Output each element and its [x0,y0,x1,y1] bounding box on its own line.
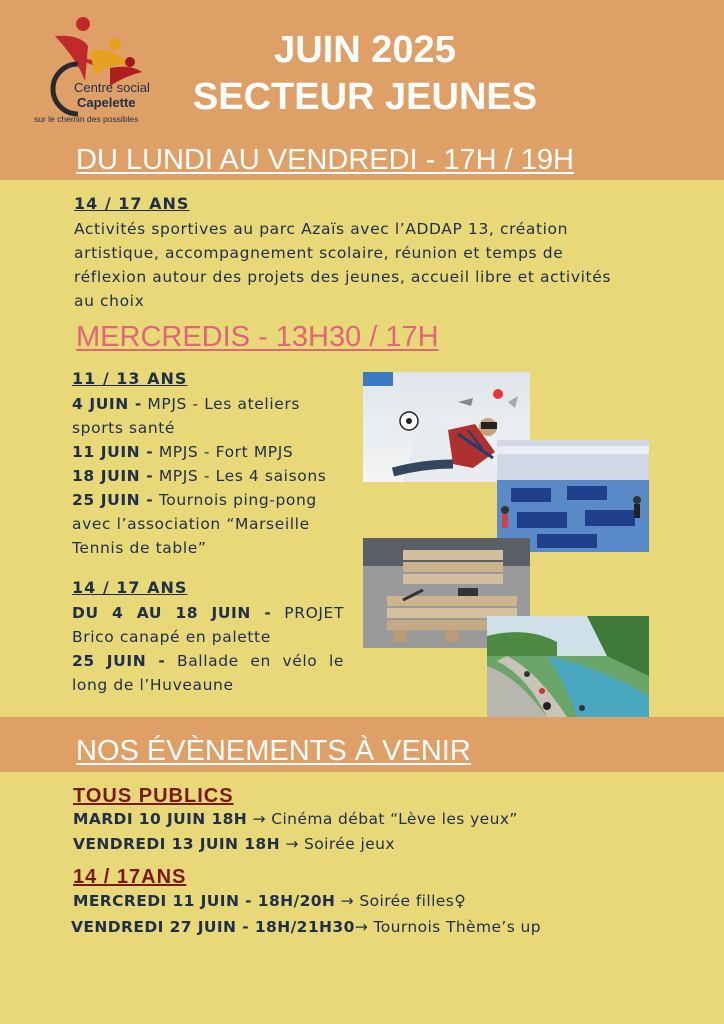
event-item: VENDREDI 13 JUIN 18H → Soirée jeux [73,835,395,853]
wednesday-group2-age: 14 / 17 ANS [72,578,188,597]
weekday-line: artistique, accompagnement scolaire, réunion et temps de [74,244,564,262]
arrow-icon: → [285,835,299,853]
wednesday-heading: MERCREDIS - 13H30 / 17H [76,321,439,353]
ping-pong-hall-photo [497,440,649,552]
event-item: MERCREDI 11 JUIN - 18H/20H → Soirée filles♀ [73,892,466,910]
event-item: MARDI 10 JUIN 18H → Cinéma débat “Lève les yeux” [73,810,518,828]
public-heading: TOUS PUBLICS [73,785,234,807]
weekday-line: au choix [74,292,145,310]
list-item: DU 4 AU 18 JUIN - PROJET [72,604,345,622]
weekday-line: Activités sportives au parc Azaïs avec l’ADDAP 13, création [74,220,569,238]
weekday-description [74,217,644,313]
list-item: 11 JUIN - MPJS - Fort MPJS [72,443,294,461]
list-item: 25 JUIN - Tournois ping-pong [72,491,317,509]
list-item: 4 JUIN - MPJS - Les ateliers [72,395,301,413]
list-item: sports santé [72,419,176,437]
events-heading: NOS ÉVÈNEMENTS À VENIR [76,735,471,767]
arrow-icon: → [252,810,266,828]
list-item: Brico canapé en palette [72,628,271,646]
weekday-age: 14 / 17 ANS [74,194,190,213]
page-title-line2: SECTEUR JEUNES [192,76,538,118]
bike-ride-photo [487,616,649,717]
wednesday-group1-list [72,392,357,560]
list-item: 18 JUIN - MPJS - Les 4 saisons [72,467,327,485]
logo-line2: Capelette [77,95,136,110]
list-item: long de l’Huveaune [72,676,234,694]
arrow-icon: → [354,918,369,936]
wednesday-group2-list [72,601,344,697]
teen-heading: 14 / 17ANS [73,866,187,888]
weekday-heading: DU LUNDI AU VENDREDI - 17H / 19H [76,144,574,176]
event-item: VENDREDI 27 JUIN - 18H/21H30→ Tournois Thème’s up [71,918,542,936]
list-item: Tennis de table” [72,539,207,557]
arrow-icon: → [340,892,355,910]
list-item: 25 JUIN - Ballade en vélo le [72,652,345,670]
page-title-line1: JUIN 2025 [274,29,456,71]
wednesday-group1-age: 11 / 13 ANS [72,369,188,388]
logo-line1: Centre social [74,80,150,95]
weekday-line: réflexion autour des projets des jeunes, accueil libre et activités [74,268,612,286]
list-item: avec l’association “Marseille [72,515,310,533]
logo-line3: sur le chemin des possibles [34,114,139,124]
